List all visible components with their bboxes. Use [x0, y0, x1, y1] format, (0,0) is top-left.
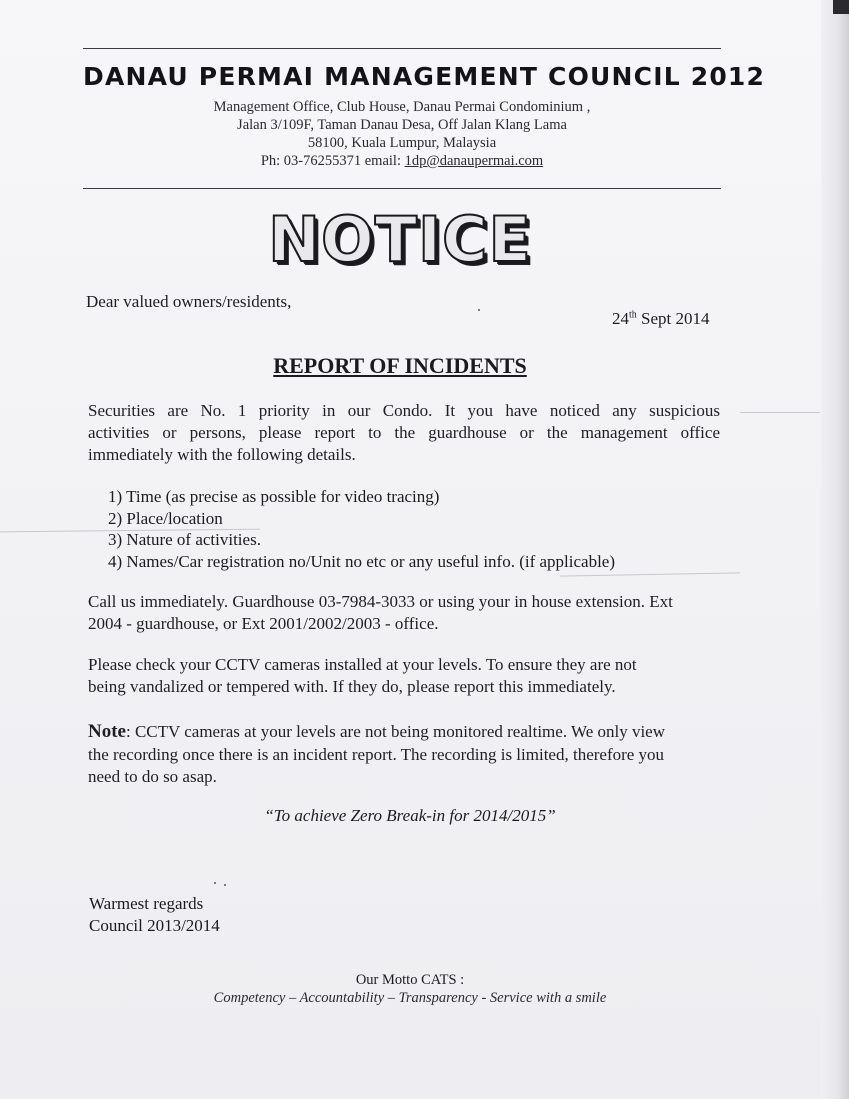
list-item: 3) Nature of activities.	[108, 530, 261, 549]
motto-heading: Our Motto CATS :	[355, 972, 465, 988]
notice-title: NOTICE	[268, 203, 532, 276]
letterhead-bottom-rule	[83, 188, 721, 189]
zero-break-in-slogan: “To achieve Zero Break-in for 2014/2015”	[264, 806, 556, 825]
call-paragraph	[88, 591, 720, 635]
intro-line-2: activities or persons, please report to the guardhouse or the management office	[88, 423, 720, 442]
call-line-2: 2004 - guardhouse, or Ext 2001/2002/2003 - office.	[88, 614, 439, 633]
intro-paragraph	[88, 400, 720, 466]
date-day: 24	[612, 309, 629, 328]
letterhead-top-rule	[83, 48, 721, 49]
notice-date	[612, 309, 710, 329]
motto-line: Competency – Accountability – Transparency - Service with a smile	[213, 990, 607, 1006]
paper-fold-crease	[740, 412, 820, 413]
cctv-line-2: being vandalized or tempered with. If they do, please report this immediately.	[88, 677, 616, 696]
list-item: 4) Names/Car registration no/Unit no etc or any useful info. (if applicable)	[108, 551, 616, 571]
cctv-line-1: Please check your CCTV cameras installed at your levels. To ensure they are not	[88, 655, 637, 674]
phone-number: Ph: 03-76255371	[260, 153, 362, 169]
page-corner	[833, 0, 849, 14]
paper-speck	[214, 882, 216, 884]
note-paragraph	[88, 721, 720, 789]
note-line-2: the recording once there is an incident report. The recording is limited, therefore you	[88, 744, 665, 764]
page-edge-shadow	[821, 0, 849, 1099]
salutation: Dear valued owners/residents,	[86, 292, 292, 311]
list-item: 1) Time (as precise as possible for video tracing)	[108, 487, 440, 506]
closing	[89, 893, 220, 937]
note-label: Note	[88, 721, 126, 742]
address-line-3: 58100, Kuala Lumpur, Malaysia	[307, 135, 497, 151]
paper-speck	[224, 884, 226, 886]
address-line-2: Jalan 3/109F, Taman Danau Desa, Off Jalan Klang Lama	[237, 117, 567, 133]
letterhead-title: DANAU PERMAI MANAGEMENT COUNCIL 2012	[83, 62, 766, 91]
intro-line-1: Securities are No. 1 priority in our Condo. It you have noticed any suspicious	[88, 401, 720, 420]
paper-fold-crease	[560, 572, 740, 576]
intro-line-3: immediately with the following details.	[88, 445, 356, 464]
contact-line	[83, 153, 721, 170]
closing-signatory: Council 2013/2014	[89, 916, 220, 935]
report-heading: REPORT OF INCIDENTS	[273, 353, 527, 378]
cctv-paragraph	[88, 654, 720, 698]
note-text: : CCTV cameras at your levels are not being monitored realtime. We only view	[125, 722, 666, 741]
paper-speck	[478, 309, 480, 311]
call-line-1: Call us immediately. Guardhouse 03-7984-3033 or using your in house extension. Ext	[88, 592, 673, 611]
email-label: email:	[364, 153, 401, 169]
note-line-3: need to do so asap.	[88, 767, 217, 786]
address-line-1: Management Office, Club House, Danau Permai Condominium ,	[213, 99, 591, 115]
list-item: 2) Place/location	[108, 508, 223, 528]
email-link[interactable]: 1dp@danaupermai.com	[404, 153, 544, 169]
closing-regards: Warmest regards	[89, 894, 204, 913]
date-rest: Sept 2014	[636, 309, 710, 328]
date-suffix: th	[629, 309, 637, 321]
note-line-1	[88, 721, 720, 744]
